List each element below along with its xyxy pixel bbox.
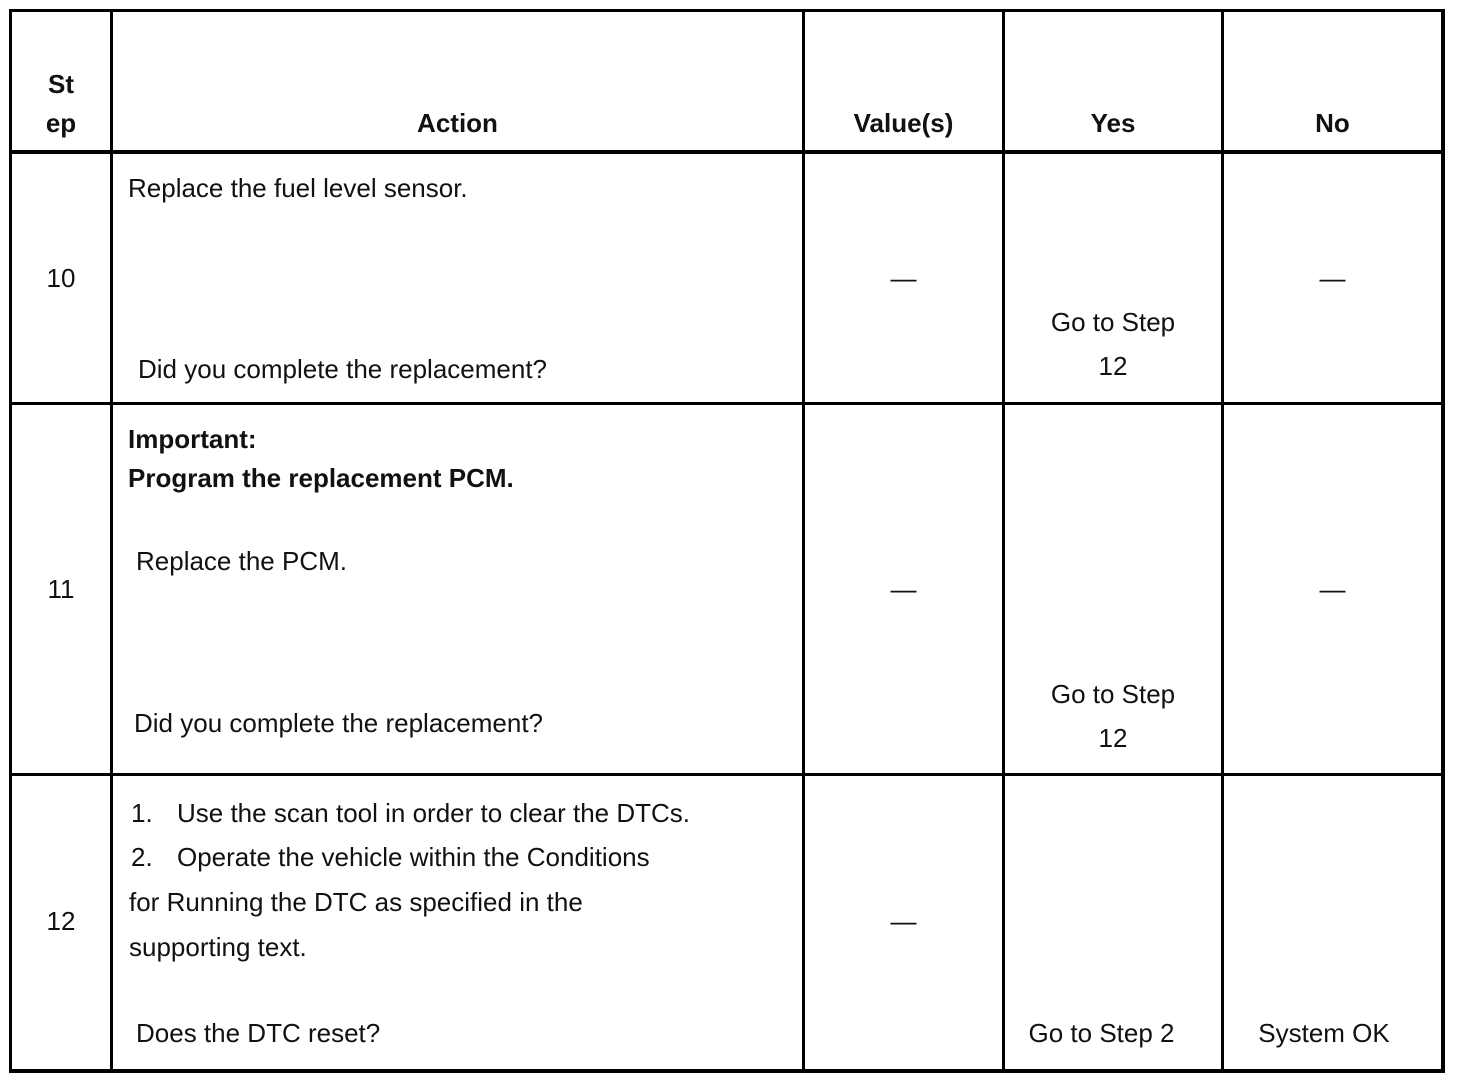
no-cell: —	[1319, 263, 1346, 293]
step-number: 11	[47, 574, 75, 604]
action-question: Did you complete the replacement?	[134, 708, 544, 738]
header-step-line2: ep	[45, 108, 77, 138]
header-values: Value(s)	[853, 108, 954, 138]
table-border-right	[1441, 9, 1445, 1073]
table-border-bottom	[9, 1069, 1445, 1073]
header-yes: Yes	[1090, 108, 1136, 138]
row-divider	[9, 773, 1445, 776]
yes-cell-line2: 12	[1098, 351, 1128, 381]
diagnostic-table	[9, 9, 1445, 1073]
yes-cell: Go to Step 2	[1028, 1018, 1175, 1048]
step-number: 10	[46, 263, 76, 293]
table-border-top	[9, 9, 1445, 12]
value-cell: —	[890, 574, 917, 604]
list-item-number: 1.	[131, 798, 153, 828]
action-question: Did you complete the replacement?	[138, 354, 548, 384]
header-step-line1: St	[48, 69, 74, 99]
no-cell: System OK	[1258, 1018, 1390, 1048]
value-cell: —	[890, 263, 917, 293]
step-number: 12	[46, 906, 76, 936]
list-item-continuation: supporting text.	[129, 932, 307, 962]
list-item-text: Use the scan tool in order to clear the DTCs.	[177, 798, 691, 828]
header-action: Action	[417, 108, 498, 138]
value-cell: —	[890, 906, 917, 936]
no-cell: —	[1319, 574, 1346, 604]
column-divider	[110, 9, 113, 1073]
yes-cell-line1: Go to Step	[1050, 679, 1176, 709]
list-item-number: 2.	[131, 842, 153, 872]
row-divider	[9, 402, 1445, 405]
yes-cell-line2: 12	[1098, 723, 1128, 753]
action-text: Replace the fuel level sensor.	[128, 173, 468, 203]
header-divider	[9, 150, 1445, 154]
yes-cell-line1: Go to Step	[1050, 307, 1176, 337]
action-question: Does the DTC reset?	[136, 1018, 381, 1048]
list-item-continuation: for Running the DTC as specified in the	[129, 887, 583, 917]
important-text: Program the replacement PCM.	[128, 463, 514, 493]
list-item-text: Operate the vehicle within the Conditions	[177, 842, 650, 872]
action-text: Replace the PCM.	[136, 546, 347, 576]
column-divider	[1002, 9, 1005, 1073]
header-no: No	[1315, 108, 1350, 138]
important-label: Important:	[128, 424, 257, 454]
column-divider	[1221, 9, 1224, 1073]
